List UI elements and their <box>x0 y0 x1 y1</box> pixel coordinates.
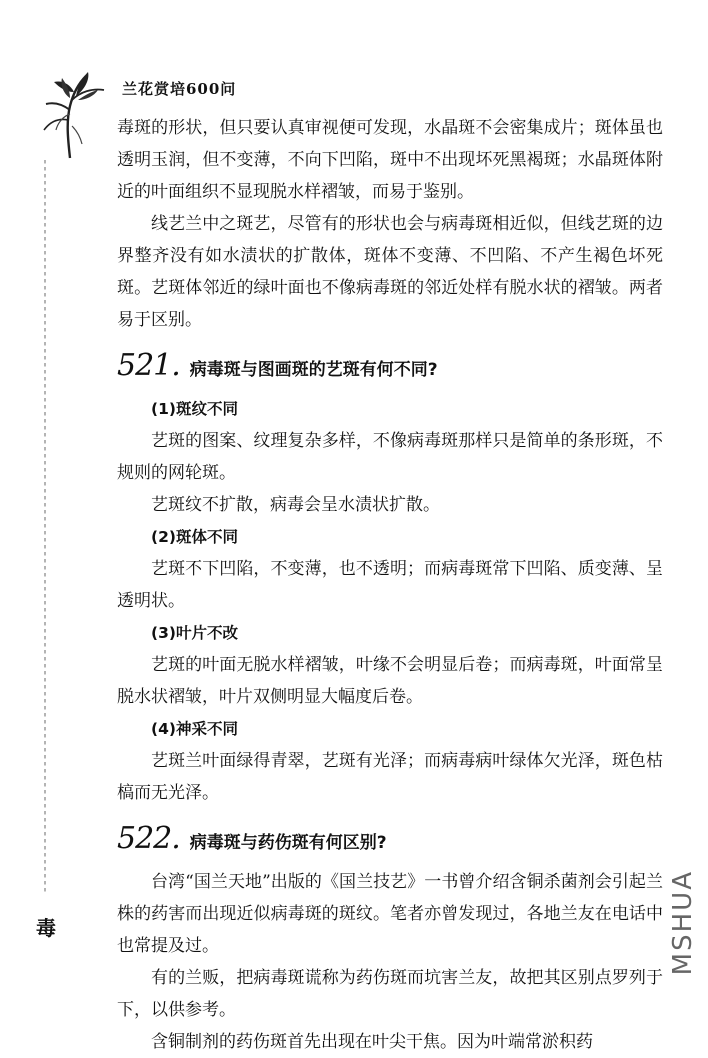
question-title: 病毒斑与药伤斑有何区别? <box>189 833 387 853</box>
orchid-logo-icon <box>40 70 110 160</box>
sub-heading: (2)斑体不同 <box>151 528 238 546</box>
page-body <box>117 112 663 1058</box>
paragraph: 有的兰贩，把病毒斑谎称为药伤斑而坑害兰友，故把其区别点罗列于下，以供参考。 <box>117 968 663 1020</box>
paragraph-continued: 毒斑的形状，但只要认真审视便可发现，水晶斑不会密集成片；斑体虽也透明玉润，但不变薄，不向下凹陷，斑中不出现坏死黑褐斑；水晶斑体附近的叶面组织不显现脱水样褶皱，而易于鉴别。 <box>117 118 663 202</box>
running-header-title: 兰花赏培600问 <box>122 80 237 98</box>
question-number: 522. <box>117 821 180 856</box>
paragraph: 线艺兰中之斑艺，尽管有的形状也会与病毒斑相近似，但线艺斑的边界整齐没有如水渍状的扩散体，斑体不变薄、不凹陷、不产生褐色坏死斑。艺斑体邻近的绿叶面也不像病毒斑的邻近处样有脱水状的褶皱。两者易于区别。 <box>117 214 663 330</box>
paragraph: 含铜制剂的药伤斑首先出现在叶尖干焦。因为叶端常淤积药 <box>151 1032 593 1052</box>
sub-heading: (4)神采不同 <box>151 720 238 738</box>
sub-heading: (3)叶片不改 <box>151 624 238 642</box>
paragraph: 台湾“国兰天地”出版的《国兰技艺》一书曾介绍含铜杀菌剂会引起兰株的药害而出现近似病毒斑的斑纹。笔者亦曾发现过，各地兰友在电话中也常提及过。 <box>117 872 663 956</box>
question-heading-522 <box>117 821 663 856</box>
paragraph: 艺斑的图案、纹理复杂多样，不像病毒斑那样只是简单的条形斑，不规则的网轮斑。 <box>117 431 663 483</box>
watermark-text: MSHUA <box>668 870 698 976</box>
question-heading-521 <box>117 348 663 383</box>
sub-heading: (1)斑纹不同 <box>151 400 238 418</box>
paragraph: 艺斑纹不扩散，病毒会呈水渍状扩散。 <box>151 495 440 515</box>
paragraph: 艺斑不下凹陷，不变薄，也不透明；而病毒斑常下凹陷、质变薄、呈透明状。 <box>117 559 663 611</box>
paragraph: 艺斑兰叶面绿得青翠，艺斑有光泽；而病毒病叶绿体欠光泽，斑色枯槁而无光泽。 <box>117 751 663 803</box>
paragraph: 艺斑的叶面无脱水样褶皱，叶缘不会明显后卷；而病毒斑，叶面常呈脱水状褶皱，叶片双侧明显大幅度后卷。 <box>117 655 663 707</box>
question-title: 病毒斑与图画斑的艺斑有何不同? <box>189 360 438 380</box>
question-number: 521. <box>117 348 180 383</box>
margin-character: 毒 <box>36 916 56 940</box>
watermark <box>668 870 702 995</box>
margin-dotted-line <box>44 160 46 895</box>
